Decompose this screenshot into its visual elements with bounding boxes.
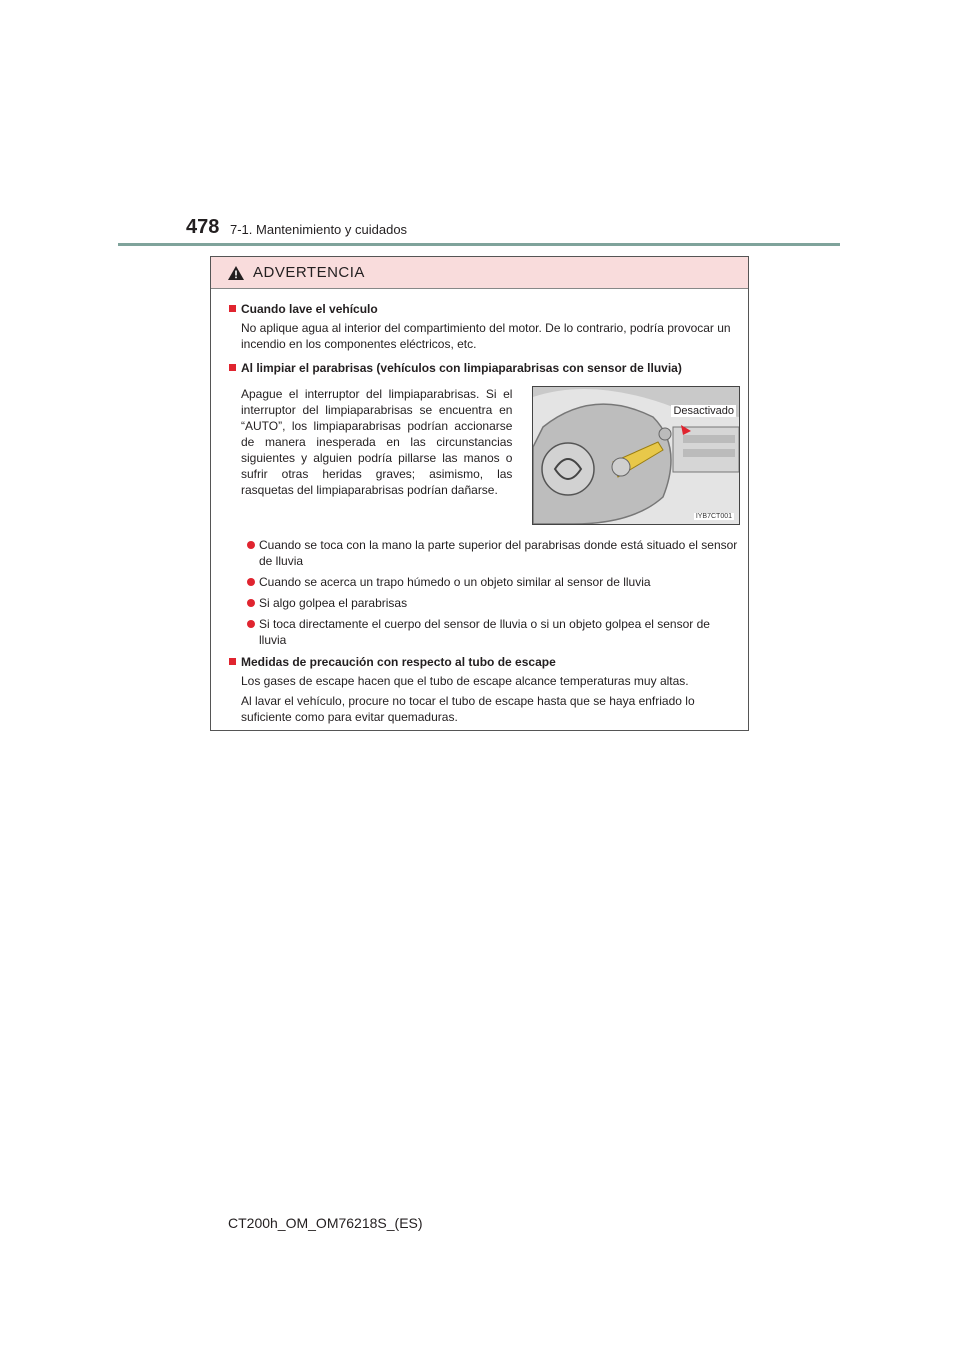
- square-bullet-icon: [229, 305, 236, 312]
- section-heading-washing: [229, 301, 740, 317]
- round-bullet-icon: [247, 620, 255, 628]
- list-item-text: Cuando se acerca un trapo húmedo o un objeto similar al sensor de lluvia: [259, 575, 651, 589]
- list-item-text: Si toca directamente el cuerpo del sensor de lluvia o si un objeto golpea el sensor de lluvia: [259, 617, 710, 647]
- page-number: 478: [186, 216, 220, 238]
- heading-text: Cuando lave el vehículo: [241, 302, 378, 316]
- warning-content: [211, 301, 748, 725]
- washing-text: No aplique agua al interior del compartimiento del motor. De lo contrario, podría provocar un incendio en los componentes eléctricos, etc.: [241, 321, 731, 351]
- square-bullet-icon: [229, 364, 236, 371]
- heading-text: Al limpiar el parabrisas (vehículos con limpiaparabrisas con sensor de lluvia): [241, 361, 682, 375]
- list-item: [229, 595, 740, 611]
- wiper-switch-illustration: [532, 386, 740, 525]
- exhaust-text-2: Al lavar el vehículo, procure no tocar el tubo de escape hasta que se haya enfriado lo suficiente como para evitar quemaduras.: [241, 694, 695, 724]
- warning-header: [211, 257, 748, 289]
- heading-text: Medidas de precaución con respecto al tubo de escape: [241, 655, 556, 669]
- list-item-text: Cuando se toca con la mano la parte superior del parabrisas donde está situado el sensor de lluvia: [259, 538, 738, 568]
- figure-code: IYB7CT001: [695, 513, 732, 520]
- warning-box: [210, 256, 749, 731]
- exhaust-text-1: Los gases de escape hacen que el tubo de escape alcance temperaturas muy altas.: [241, 674, 689, 688]
- section-heading-exhaust: [229, 654, 740, 670]
- header-divider: [118, 243, 840, 246]
- round-bullet-icon: [247, 599, 255, 607]
- bullet-list: [229, 537, 740, 648]
- figure-callout-label: Desactivado: [673, 405, 734, 417]
- round-bullet-icon: [247, 578, 255, 586]
- warning-title: ADVERTENCIA: [253, 264, 365, 281]
- list-item: [229, 537, 740, 569]
- document-code: CT200h_OM_OM76218S_(ES): [228, 1215, 423, 1231]
- figure-text: Apague el interruptor del limpiaparabrisas. Si el interruptor del limpiaparabrisas se encuentra en “AUTO”, los limpiaparabrisas podrían accionarse de manera inesperada en las circunstancias siguientes y alguien podría pillarse las manos o sufrir otras heridas graves; asimismo, las rasquetas del limpiaparabrisas podrían dañarse.: [241, 387, 513, 497]
- list-item-text: Si algo golpea el parabrisas: [259, 596, 408, 610]
- round-bullet-icon: [247, 541, 255, 549]
- warning-triangle-icon: [227, 265, 245, 281]
- square-bullet-icon: [229, 658, 236, 665]
- section-heading-windshield: [229, 360, 740, 376]
- figure-row: [229, 386, 740, 525]
- list-item: [229, 574, 740, 590]
- section-title: 7-1. Mantenimiento y cuidados: [230, 222, 408, 237]
- list-item: [229, 616, 740, 648]
